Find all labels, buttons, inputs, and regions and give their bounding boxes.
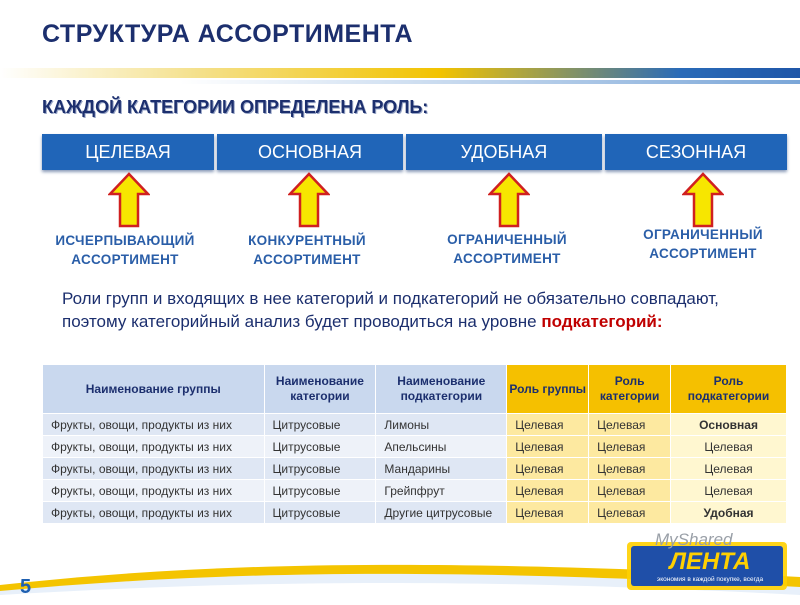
table-cell: Грейпфрут [376,480,507,502]
table-cell: Фрукты, овощи, продукты из них [43,502,265,524]
paragraph-text: Роли групп и входящих в нее категорий и подкатегорий не обязательно совпадают, поэтому категорийный анализ будет проводиться на уровне [62,289,719,331]
table-cell: Целевая [507,436,589,458]
header-stripe-thin [180,80,800,84]
table-cell: Целевая [589,414,671,436]
up-arrow-icon [682,172,724,228]
up-arrow-icon [108,172,150,228]
table-cell: Целевая [507,480,589,502]
desc-line: АССОРТИМЕНТ [453,251,561,266]
table-row [43,480,787,502]
header-subcategory-role: Роль подкатегории [671,365,787,414]
table-row [43,502,787,524]
table-cell: Цитрусовые [264,414,376,436]
table-cell: Фрукты, овощи, продукты из них [43,480,265,502]
desc-line: КОНКУРЕНТНЫЙ [248,233,366,248]
role-main: ОСНОВНАЯ [217,134,403,170]
desc-seasonal [618,225,788,263]
subtitle: КАЖДОЙ КАТЕГОРИИ ОПРЕДЕЛЕНА РОЛЬ: [42,97,429,117]
table-header-row [43,365,787,414]
desc-line: АССОРТИМЕНТ [253,252,361,267]
table-cell: Мандарины [376,458,507,480]
table-cell: Фрукты, овощи, продукты из них [43,414,265,436]
table-cell: Удобная [671,502,787,524]
desc-line: ОГРАНИЧЕННЫЙ [447,232,567,247]
table-row [43,458,787,480]
desc-line: ОГРАНИЧЕННЫЙ [643,227,763,242]
table-row [43,414,787,436]
desc-line: ИСЧЕРПЫВАЮЩИЙ [55,233,195,248]
table-cell: Целевая [507,414,589,436]
table-cell: Целевая [507,502,589,524]
desc-target [40,231,210,269]
table-cell: Целевая [589,502,671,524]
table-cell: Другие цитрусовые [376,502,507,524]
lenta-logo [615,528,795,592]
up-arrow-icon [488,172,530,228]
desc-line: АССОРТИМЕНТ [649,246,757,261]
table-cell: Целевая [589,458,671,480]
table-cell: Целевая [671,458,787,480]
role-convenient: УДОБНАЯ [406,134,602,170]
table-cell: Цитрусовые [264,502,376,524]
logo-slogan: экономия в каждой покупке, всегда [656,576,764,583]
table-cell: Целевая [589,436,671,458]
header-group-name: Наименование группы [43,365,265,414]
table-cell: Фрукты, овощи, продукты из них [43,458,265,480]
roles-table [42,364,787,524]
desc-line: АССОРТИМЕНТ [71,252,179,267]
header-stripe [0,68,800,78]
header-subcategory-name: Наименование подкатегории [376,365,507,414]
header-category-role: Роль категории [589,365,671,414]
desc-convenient [422,230,592,268]
table-cell: Фрукты, овощи, продукты из них [43,436,265,458]
up-arrow-icon [288,172,330,228]
table-cell: Целевая [589,480,671,502]
table-cell: Целевая [671,436,787,458]
table-cell: Целевая [507,458,589,480]
table-cell: Основная [671,414,787,436]
desc-main [222,231,392,269]
explanation-paragraph [62,287,762,333]
table-cell: Цитрусовые [264,458,376,480]
watermark-text: MyShared [655,530,733,549]
role-target: ЦЕЛЕВАЯ [42,134,214,170]
logo-text: ЛЕНТА [669,548,751,575]
page-number: 5 [20,576,32,598]
header-group-role: Роль группы [507,365,589,414]
role-seasonal: СЕЗОННАЯ [605,134,787,170]
table-cell: Целевая [671,480,787,502]
table-row [43,436,787,458]
table-cell: Апельсины [376,436,507,458]
table-cell: Цитрусовые [264,436,376,458]
paragraph-highlight: подкатегорий: [541,312,663,331]
table-cell: Цитрусовые [264,480,376,502]
page-title: СТРУКТУРА АССОРТИМЕНТА [42,20,414,48]
roles-bar [42,134,787,170]
header-category-name: Наименование категории [264,365,376,414]
table-cell: Лимоны [376,414,507,436]
